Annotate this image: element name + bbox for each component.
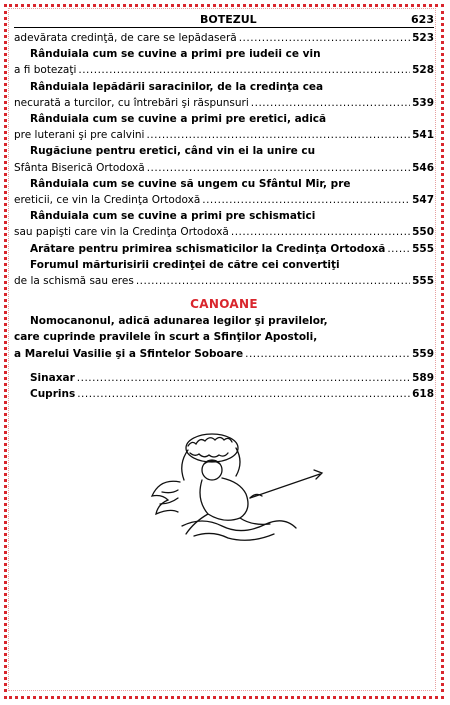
page-content [14,12,434,402]
toc-entry-text: necurată a turcilor, cu întrebări şi răspunsuri [14,96,249,109]
toc-entry-text: Rânduiala cum se cuvine a primi pre schismatici [30,210,316,223]
dot-leader [239,30,410,46]
table-of-contents [14,30,434,289]
dot-leader [387,241,410,257]
toc-entry [14,176,434,208]
toc-entry [14,313,434,362]
toc-entry-text: de la schismă sau eres [14,275,134,288]
toc-page-number: 523 [412,32,434,44]
toc-entry [14,143,434,175]
toc-entry [14,370,434,386]
toc-entry-text: adevărata credinţă, de care se lepădaseră [14,32,237,44]
toc-page-number: 559 [412,347,434,360]
toc-entry-text: Rânduiala cum se cuvine a primi pre iudeii ce vin [30,48,321,61]
dot-leader [147,160,410,176]
dot-leader [245,346,410,362]
toc-page-number: 541 [412,129,434,142]
toc-entry [14,257,434,289]
toc-page-number: 555 [412,275,434,288]
toc-entry-text: Arătare pentru primirea schismaticilor la Credinţa Ortodoxă [30,242,386,255]
toc-entry-text: Forumul mărturisirii credinţei de către cei convertiţi [30,258,340,271]
canoane-list [14,313,434,362]
toc-page-number: 547 [412,194,434,207]
toc-page-number: 539 [412,96,434,109]
toc-entry-text: Nomocanonul, adică adunarea legilor şi pravilelor, [30,315,328,328]
toc-entry-text: Rugăciune pentru eretici, când vin ei la unire cu [30,145,316,158]
toc-entry-text: Rânduiala cum se cuvine să ungem cu Sfântul Mir, pre [30,177,351,190]
running-title: BOTEZUL [200,13,257,26]
toc-entry [14,241,434,257]
toc-page-number: 550 [412,226,434,239]
toc-entry-text: ereticii, ce vin la Credinţa Ortodoxă [14,194,201,207]
toc-page-number: 589 [412,371,434,384]
toc-entry-text: Rânduiala lepădării saracinilor, de la credinţa cea [30,80,324,93]
toc-entry [14,79,434,111]
dot-leader [146,127,410,143]
toc-entry-text: care cuprinde pravilele în scurt a Sfinţilor Apostoli, [14,331,318,344]
toc-page-number: 528 [412,64,434,77]
extra-list [14,370,434,402]
toc-entry-text: a fi botezaţi [14,64,77,77]
dot-leader [78,62,410,78]
toc-entry-text: Sfânta Biserică Ortodoxă [14,161,145,174]
dot-leader [77,386,410,402]
toc-entry-text: pre luterani şi pre calvini [14,129,145,142]
toc-page-number: 618 [412,388,434,401]
toc-entry [14,111,434,143]
dot-leader [136,273,410,289]
section-title-canoane: CANOANE [190,297,258,312]
toc-entry-text: sau papişti care vin la Credinţa Ortodoxă [14,226,229,239]
toc-entry [14,208,434,240]
toc-entry [14,46,434,78]
angel-illustration [142,426,332,546]
dot-leader [77,370,410,386]
toc-entry-text: Sinaxar [30,371,75,384]
toc-entry [14,30,434,46]
dot-leader [202,192,410,208]
toc-entry-text: Cuprins [30,388,76,401]
toc-page-number: 555 [412,242,434,255]
dot-leader [251,95,410,111]
toc-entry [14,386,434,402]
toc-page-number: 546 [412,161,434,174]
toc-entry-text: Rânduiala cum se cuvine a primi pre eretici, adică [30,113,327,126]
page-number: 623 [411,13,434,26]
dot-leader [231,224,410,240]
toc-entry-text: a Marelui Vasilie şi a Sfintelor Soboare [14,347,244,360]
running-header [14,12,434,28]
